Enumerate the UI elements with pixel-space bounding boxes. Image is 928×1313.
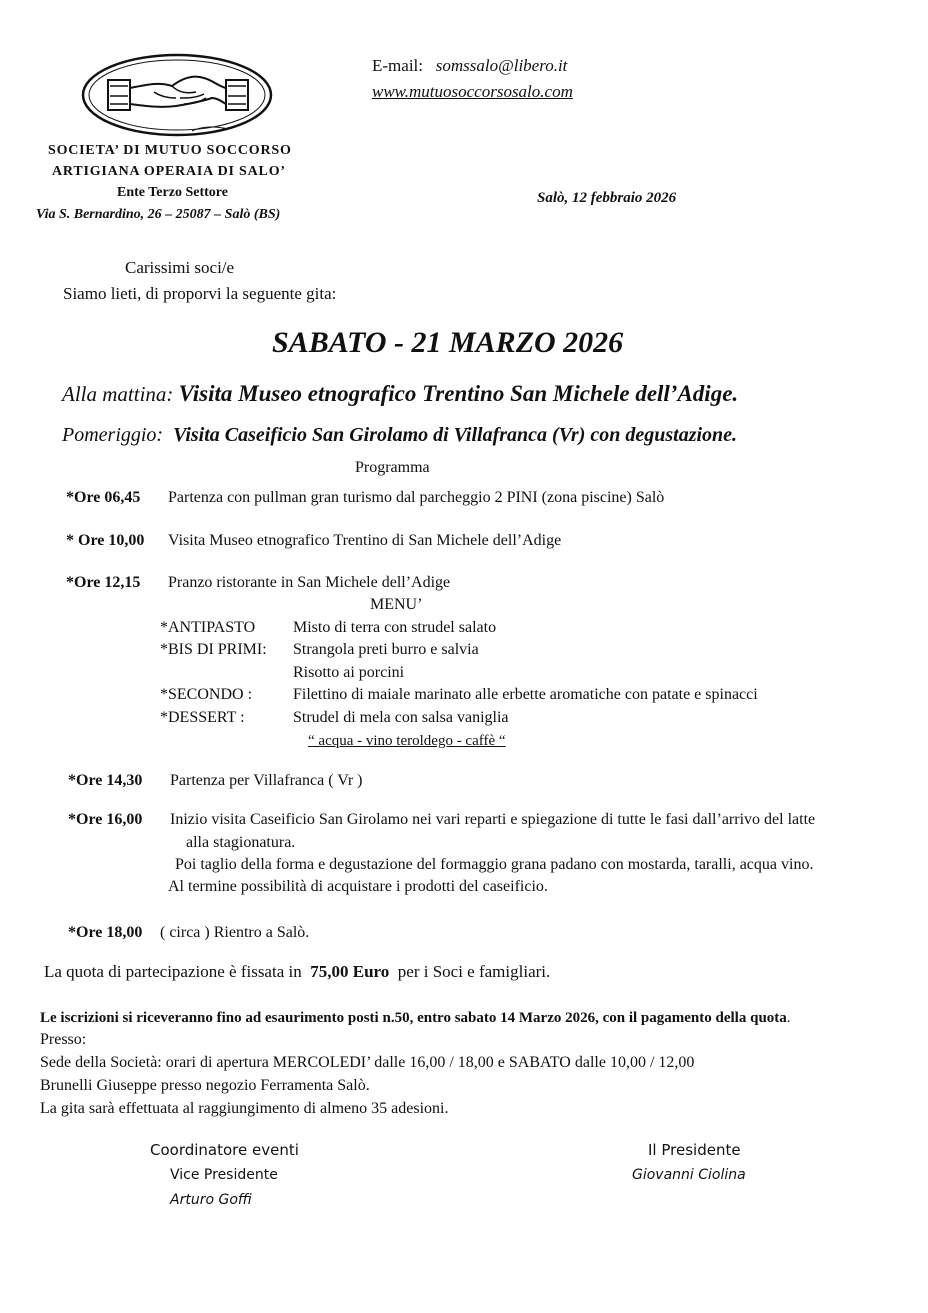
registration-presso: Presso: [40,1031,87,1048]
website-link[interactable]: www.mutuosoccorsosalo.com [372,82,573,101]
menu-dish: Filettino di maiale marinato alle erbette aromatiche con patate e spinacci [293,686,758,703]
place-date: Salò, 12 febbraio 2026 [537,190,677,206]
registration-dot: . [786,1010,791,1026]
menu-course: *SECONDO : [160,686,253,703]
signature-right-name: Giovanni Ciolina [632,1167,746,1183]
registration-notice: Le iscrizioni si riceveranno fino ad esaurimento posti n.50, entro sabato 14 Marzo 2026, con il pagamento della quota [40,1010,787,1026]
event-date-title: SABATO - 21 MARZO 2026 [272,326,624,359]
program-time: *Ore 14,30 [68,772,143,789]
signature-left-name: Arturo Goffi [170,1192,252,1208]
morning-line [62,381,738,407]
program-text-continued: Al termine possibilità di acquistare i prodotti del caseificio. [168,878,548,895]
signature-right-title: Il Presidente [648,1141,741,1159]
menu-title: MENU’ [370,596,423,613]
registration-shop: Brunelli Giuseppe presso negozio Ferramenta Salò. [40,1077,370,1094]
registration-office-hours: Sede della Società: orari di apertura MERCOLEDI’ dalle 16,00 / 18,00 e SABATO dalle 10,00 / 12,00 [40,1054,695,1071]
program-time: *Ore 16,00 [68,811,143,828]
intro-line: Siamo lieti, di proporvi la seguente gita: [63,284,337,303]
program-text: Partenza per Villafranca ( Vr ) [170,772,363,789]
afternoon-label: Pomeriggio: [62,424,164,446]
menu-drinks: “ acqua - vino teroldego - caffè “ [308,733,506,749]
fee-text: La quota di partecipazione è fissata in [44,962,302,981]
email-line [372,56,567,76]
menu-dish: Strudel di mela con salsa vaniglia [293,709,509,726]
menu-course: *BIS DI PRIMI: [160,641,267,658]
program-text: Partenza con pullman gran turismo dal parcheggio 2 PINI (zona piscine) Salò [168,489,665,506]
org-address: Via S. Bernardino, 26 – 25087 – Salò (BS) [36,207,281,222]
afternoon-text: Visita Caseificio San Girolamo di Villafranca (Vr) con degustazione. [173,424,738,446]
morning-label: Alla mattina: [62,382,174,406]
program-time: *Ore 06,45 [66,489,141,506]
menu-course: *ANTIPASTO [160,619,256,636]
menu-dish: Misto di terra con strudel salato [293,619,497,636]
email-link[interactable]: somssalo@libero.it [435,56,568,75]
program-title: Programma [355,459,430,476]
fee-text-after: per i Soci e famigliari. [397,962,551,981]
program-text: Visita Museo etnografico Trentino di San Michele dell’Adige [168,532,562,549]
logo-swash [190,124,230,134]
org-name-line2: ARTIGIANA OPERAIA DI SALO’ [52,164,286,179]
society-logo [80,52,274,138]
fee-amount: 75,00 Euro [310,962,390,981]
signature-left-title: Coordinatore eventi [150,1141,299,1159]
program-time: *Ore 18,00 [68,924,143,941]
signature-left-role: Vice Presidente [170,1167,278,1183]
fee-line [44,962,550,982]
program-text-continued: alla stagionatura. [186,834,296,851]
program-text-continued: Poi taglio della forma e degustazione del formaggio grana padano con mostarda, taralli, acqua vino. [175,856,814,873]
program-time: *Ore 12,15 [66,574,141,591]
greeting: Carissimi soci/e [125,258,235,277]
org-name-line1: SOCIETA’ DI MUTUO SOCCORSO [48,143,292,158]
program-text: Pranzo ristorante in San Michele dell’Adige [168,574,451,591]
afternoon-line [62,424,737,447]
email-label: E-mail: [372,56,423,75]
menu-dish: Strangola preti burro e salvia [293,641,479,658]
program-time: * Ore 10,00 [66,532,145,549]
program-text: ( circa ) Rientro a Salò. [160,924,310,941]
morning-text: Visita Museo etnografico Trentino San Michele dell’Adige. [178,381,739,406]
program-text: Inizio visita Caseificio San Girolamo nei vari reparti e spiegazione di tutte le fasi dall’arrivo del latte [170,811,816,828]
menu-dish: Risotto ai porcini [293,664,405,681]
menu-course: *DESSERT : [160,709,245,726]
registration-minimum: La gita sarà effettuata al raggiungimento di almeno 35 adesioni. [40,1100,449,1117]
org-subtitle: Ente Terzo Settore [117,185,228,200]
registration-notice-line [40,1010,791,1027]
